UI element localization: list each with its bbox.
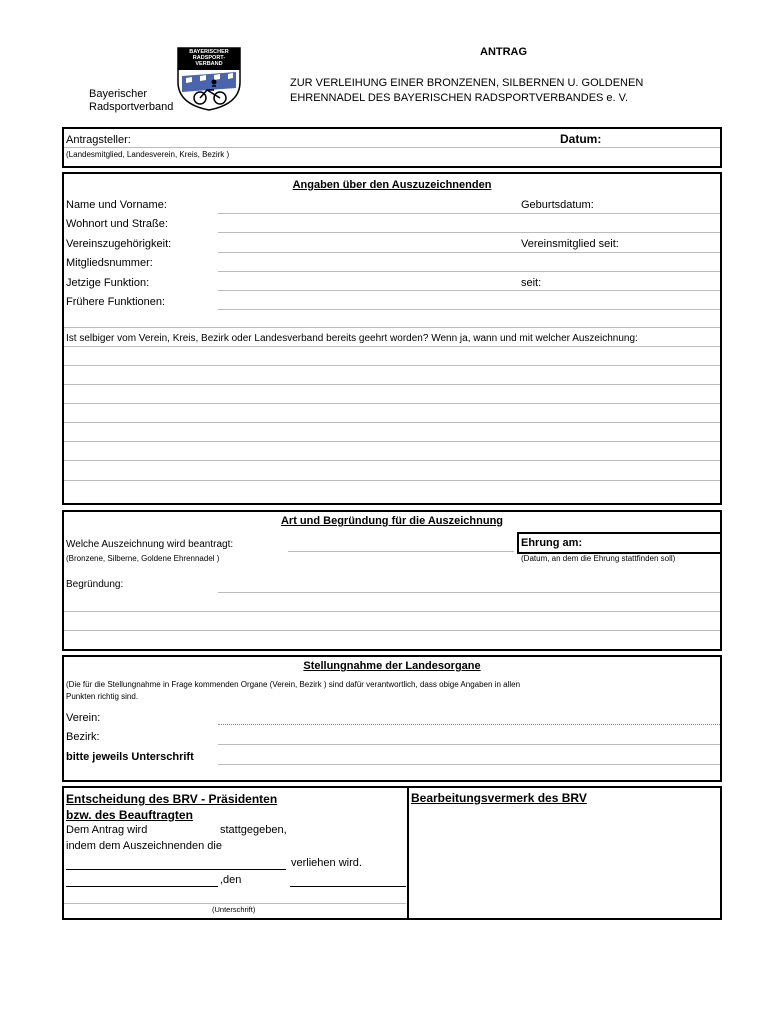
statement-note-line1: (Die für die Stellungnahme in Frage kommenden Organe (Verein, Bezirk ) sind dafür verantwortlich, dass obige Angaben in allen xyxy=(66,680,521,689)
signature-line[interactable] xyxy=(64,903,406,904)
badge-line: RADSPORT- xyxy=(192,55,226,61)
signature-line[interactable] xyxy=(218,764,720,765)
club-label: Vereinszugehörigkeit: xyxy=(66,238,172,250)
badge-line: BAYERISCHER xyxy=(189,49,229,55)
award-heading: Art und Begründung für die Auszeichnung xyxy=(280,515,504,527)
subtitle-line2: EHRENNADEL DES BAYERISCHEN RADSPORTVERBANDES e. V. xyxy=(290,92,629,104)
subtitle-line1: ZUR VERLEIHUNG EINER BRONZENEN, SILBERNEN U. GOLDENEN xyxy=(290,77,644,89)
honor-date-hint: (Datum, an dem die Ehrung stattfinden soll) xyxy=(521,554,676,563)
statement-note-line2: Punkten richtig sind. xyxy=(66,692,139,701)
since-label: seit: xyxy=(521,277,542,289)
applicant-field[interactable] xyxy=(140,131,550,146)
requested-label: Welche Auszeichnung wird beantragt: xyxy=(66,539,234,550)
decision-heading xyxy=(66,791,277,823)
district-signature-line[interactable] xyxy=(218,744,720,745)
logo-name-line1: Bayerischer xyxy=(89,88,148,100)
signature-note: bitte jeweils Unterschrift xyxy=(66,751,194,763)
former-functions-label: Frühere Funktionen: xyxy=(66,296,166,308)
award-name-line[interactable] xyxy=(66,869,286,870)
logo xyxy=(176,46,242,112)
decision-text4: ,den xyxy=(220,874,242,886)
applicant-label: Antragsteller: xyxy=(66,134,131,146)
current-function-label: Jetzige Funktion: xyxy=(66,277,150,289)
reason-line[interactable] xyxy=(64,630,720,631)
reason-line[interactable] xyxy=(218,592,720,593)
honored-question: Ist selbiger vom Verein, Kreis, Bezirk oder Landesverband bereits geehrt worden? Wenn ja, wann und mit welcher Auszeichnung: xyxy=(66,333,638,344)
decision-heading-line1: Entscheidung des BRV - Präsidenten xyxy=(66,792,278,806)
birthdate-label: Geburtsdatum: xyxy=(521,199,594,211)
decision-heading-line2: bzw. des Beauftragten xyxy=(66,808,193,822)
current-function-line[interactable] xyxy=(218,290,720,291)
name-line[interactable] xyxy=(218,213,720,214)
logo-text xyxy=(89,88,173,114)
answer-line[interactable] xyxy=(64,460,720,461)
answer-line[interactable] xyxy=(64,480,720,481)
address-line[interactable] xyxy=(218,232,720,233)
place-line[interactable] xyxy=(66,886,218,887)
answer-line[interactable] xyxy=(64,403,720,404)
former-functions-line[interactable] xyxy=(218,309,720,310)
decision-divider xyxy=(407,786,409,920)
member-number-label: Mitgliedsnummer: xyxy=(66,257,153,269)
statement-heading: Stellungnahme der Landesorgane xyxy=(303,660,481,672)
club-signature-line[interactable] xyxy=(218,724,720,725)
decision-text1: Dem Antrag wird xyxy=(66,824,148,836)
statement-note xyxy=(66,679,520,703)
decision-text1b: stattgegeben, xyxy=(220,824,287,836)
requested-hint: (Bronzene, Silberne, Goldene Ehrennadel ) xyxy=(66,554,220,563)
address-label: Wohnort und Straße: xyxy=(66,218,168,230)
club-signature-label: Verein: xyxy=(66,712,101,724)
badge-line: VERBAND xyxy=(195,61,223,67)
requested-line[interactable] xyxy=(288,551,514,552)
date-label: Datum: xyxy=(560,132,602,146)
signature-caption: (Unterschrift) xyxy=(212,905,256,914)
form-subtitle xyxy=(290,76,643,106)
member-number-line[interactable] xyxy=(218,271,720,272)
name-label: Name und Vorname: xyxy=(66,199,167,211)
applicant-hint: (Landesmitglied, Landesverein, Kreis, Bezirk ) xyxy=(66,150,230,159)
decision-text2: indem dem Auszeichnenden die xyxy=(66,840,222,852)
recipient-heading: Angaben über den Auszuzeichnenden xyxy=(292,179,492,191)
answer-line[interactable] xyxy=(64,422,720,423)
honor-date-label: Ehrung am: xyxy=(521,537,583,549)
logo-name-line2: Radsportverband xyxy=(89,101,174,113)
date-field[interactable] xyxy=(610,131,718,146)
member-since-label: Vereinsmitglied seit: xyxy=(521,238,619,250)
answer-line[interactable] xyxy=(64,365,720,366)
reason-line[interactable] xyxy=(64,611,720,612)
answer-line[interactable] xyxy=(64,384,720,385)
applicant-rule xyxy=(64,147,720,148)
answer-line[interactable] xyxy=(64,441,720,442)
date-line[interactable] xyxy=(290,886,406,887)
club-line[interactable] xyxy=(218,252,720,253)
reason-label: Begründung: xyxy=(66,579,124,590)
decision-text3: verliehen wird. xyxy=(291,857,362,869)
processing-heading: Bearbeitungsvermerk des BRV xyxy=(411,791,587,805)
form-title: ANTRAG xyxy=(480,46,528,58)
answer-line[interactable] xyxy=(64,346,720,347)
district-signature-label: Bezirk: xyxy=(66,731,100,743)
former-functions-line-2[interactable] xyxy=(64,327,720,328)
